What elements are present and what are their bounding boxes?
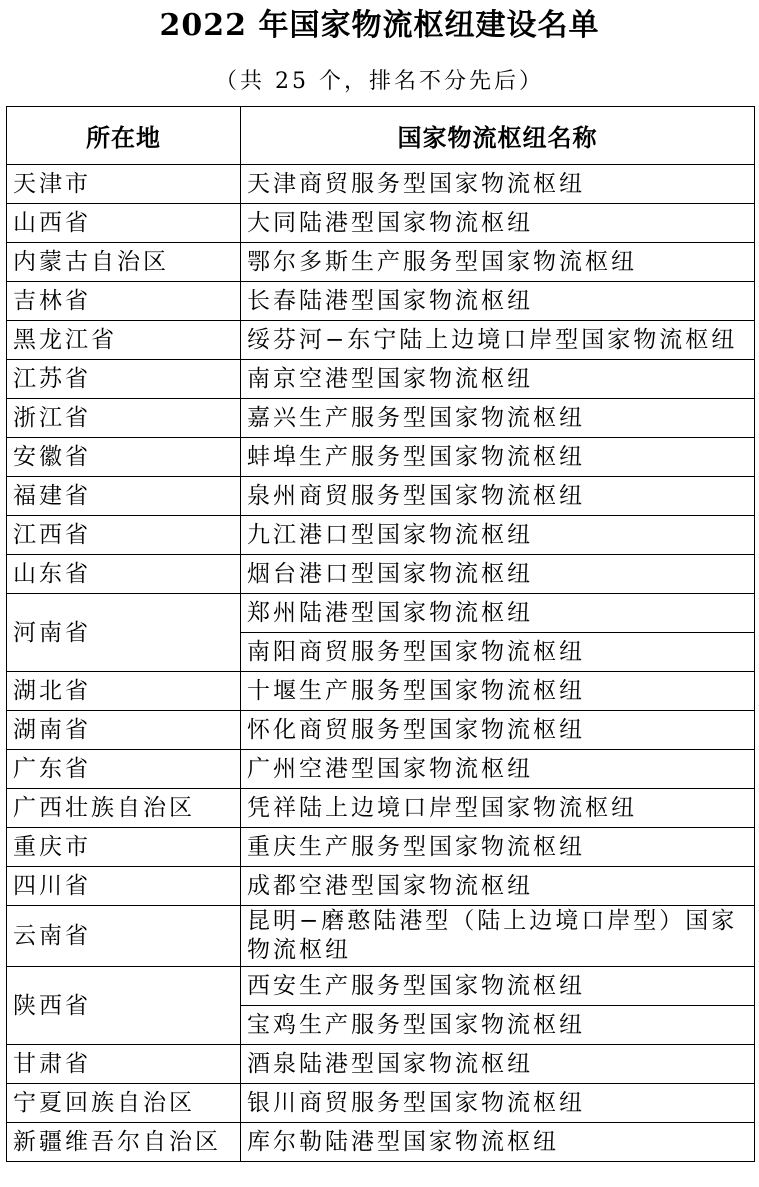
hub-name-cell: 鄂尔多斯生产服务型国家物流枢纽 — [241, 243, 755, 282]
region-cell: 江西省 — [7, 516, 241, 555]
hub-name-cell: 西安生产服务型国家物流枢纽 — [241, 967, 755, 1006]
hub-name-cell: 嘉兴生产服务型国家物流枢纽 — [241, 399, 755, 438]
page-subtitle: （共 25 个，排名不分先后） — [215, 69, 544, 94]
hub-name-cell: 酒泉陆港型国家物流枢纽 — [241, 1045, 755, 1084]
table-row — [7, 438, 755, 477]
hub-name-cell: 昆明−磨憨陆港型（陆上边境口岸型）国家物流枢纽 — [241, 906, 755, 967]
hub-name-cell: 成都空港型国家物流枢纽 — [241, 867, 755, 906]
table-row — [7, 906, 755, 967]
region-cell: 甘肃省 — [7, 1045, 241, 1084]
header-row — [7, 107, 755, 165]
region-cell: 河南省 — [7, 594, 241, 672]
hub-name-cell: 天津商贸服务型国家物流枢纽 — [241, 165, 755, 204]
hub-name-cell: 凭祥陆上边境口岸型国家物流枢纽 — [241, 789, 755, 828]
table-row — [7, 555, 755, 594]
region-cell: 广西壮族自治区 — [7, 789, 241, 828]
table-row — [7, 672, 755, 711]
region-cell: 湖南省 — [7, 711, 241, 750]
region-cell: 江苏省 — [7, 360, 241, 399]
hub-name-cell: 蚌埠生产服务型国家物流枢纽 — [241, 438, 755, 477]
table-row — [7, 360, 755, 399]
page-title: 2022 年国家物流枢纽建设名单 — [159, 8, 600, 43]
region-cell: 云南省 — [7, 906, 241, 967]
table-row — [7, 399, 755, 438]
hub-name-cell: 南阳商贸服务型国家物流枢纽 — [241, 633, 755, 672]
region-cell: 福建省 — [7, 477, 241, 516]
region-cell: 广东省 — [7, 750, 241, 789]
header-region: 所在地 — [7, 107, 241, 165]
region-cell: 四川省 — [7, 867, 241, 906]
table-row — [7, 282, 755, 321]
table-row — [7, 789, 755, 828]
region-cell: 黑龙江省 — [7, 321, 241, 360]
region-cell: 吉林省 — [7, 282, 241, 321]
hub-name-cell: 九江港口型国家物流枢纽 — [241, 516, 755, 555]
hub-name-cell: 烟台港口型国家物流枢纽 — [241, 555, 755, 594]
hub-name-cell: 南京空港型国家物流枢纽 — [241, 360, 755, 399]
table-row — [7, 165, 755, 204]
table-body — [7, 165, 755, 1162]
hub-name-cell: 绥芬河−东宁陆上边境口岸型国家物流枢纽 — [241, 321, 755, 360]
hub-name-cell: 郑州陆港型国家物流枢纽 — [241, 594, 755, 633]
hub-name-cell: 长春陆港型国家物流枢纽 — [241, 282, 755, 321]
hub-name-cell: 泉州商贸服务型国家物流枢纽 — [241, 477, 755, 516]
region-cell: 陕西省 — [7, 967, 241, 1045]
region-cell: 重庆市 — [7, 828, 241, 867]
table-row — [7, 243, 755, 282]
region-cell: 宁夏回族自治区 — [7, 1084, 241, 1123]
table-row — [7, 516, 755, 555]
region-cell: 浙江省 — [7, 399, 241, 438]
hub-name-cell: 库尔勒陆港型国家物流枢纽 — [241, 1123, 755, 1162]
hub-name-cell: 大同陆港型国家物流枢纽 — [241, 204, 755, 243]
region-cell: 安徽省 — [7, 438, 241, 477]
hub-list-table — [6, 106, 755, 1162]
table-row — [7, 594, 755, 633]
table-row — [7, 711, 755, 750]
table-row — [7, 750, 755, 789]
table-row — [7, 828, 755, 867]
region-cell: 内蒙古自治区 — [7, 243, 241, 282]
region-cell: 湖北省 — [7, 672, 241, 711]
table-row — [7, 1045, 755, 1084]
hub-name-cell: 怀化商贸服务型国家物流枢纽 — [241, 711, 755, 750]
table-row — [7, 1084, 755, 1123]
hub-name-cell: 宝鸡生产服务型国家物流枢纽 — [241, 1006, 755, 1045]
table-row — [7, 321, 755, 360]
region-cell: 天津市 — [7, 165, 241, 204]
hub-name-cell: 重庆生产服务型国家物流枢纽 — [241, 828, 755, 867]
table-row — [7, 1123, 755, 1162]
table-header — [7, 107, 755, 165]
table-row — [7, 967, 755, 1006]
hub-name-cell: 广州空港型国家物流枢纽 — [241, 750, 755, 789]
region-cell: 山西省 — [7, 204, 241, 243]
table-row — [7, 867, 755, 906]
table-row — [7, 204, 755, 243]
table-row — [7, 477, 755, 516]
hub-name-cell: 银川商贸服务型国家物流枢纽 — [241, 1084, 755, 1123]
hub-name-cell: 十堰生产服务型国家物流枢纽 — [241, 672, 755, 711]
region-cell: 山东省 — [7, 555, 241, 594]
header-hub-name: 国家物流枢纽名称 — [241, 107, 755, 165]
region-cell: 新疆维吾尔自治区 — [7, 1123, 241, 1162]
